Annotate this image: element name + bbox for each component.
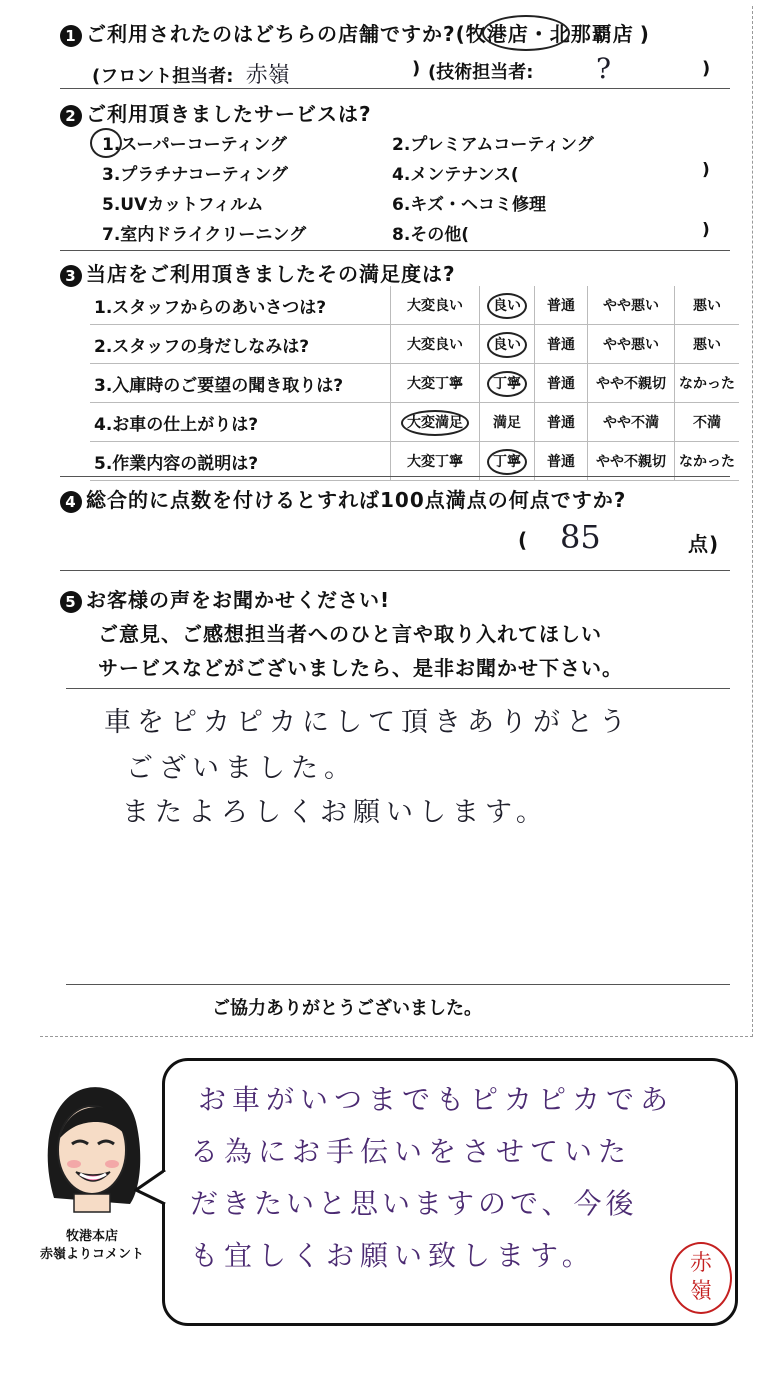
tech-staff-label: (技術担当者: (428, 62, 534, 83)
q5-text: お客様の声をお聞かせください! (86, 588, 391, 612)
divider-1 (60, 88, 730, 89)
option-text: なかった (679, 376, 735, 392)
stamp-char-2: 嶺 (689, 1279, 712, 1304)
satisfaction-option-selected (391, 403, 480, 442)
satisfaction-row (90, 403, 739, 442)
service-option-8: 8.その他( (392, 225, 470, 245)
divider-3 (60, 476, 730, 477)
service-selection-circle (90, 128, 122, 158)
satisfaction-option (675, 286, 740, 325)
option-text: 大変良い (407, 298, 463, 314)
satisfaction-row-label: 1.スタッフからのあいさつは? (90, 286, 391, 325)
satisfaction-option-selected (480, 286, 535, 325)
front-staff-field (92, 58, 290, 89)
q5-instruction-line3: サービスなどがございましたら、是非お聞かせ下さい。 (98, 656, 623, 680)
option-text: やや不親切 (596, 376, 666, 392)
service-option-8-close: ) (702, 220, 710, 240)
staff-comment-line1: お車がいつまでもピカピカであ (198, 1083, 675, 1116)
stamp-char-1: 赤 (689, 1251, 712, 1276)
option-text: 丁寧 (487, 449, 527, 475)
store-option-kitanaha: 北那覇店 (549, 22, 634, 46)
q2-service-question (60, 98, 372, 127)
satisfaction-option (480, 403, 535, 442)
satisfaction-option (391, 442, 480, 481)
customer-comment-line1: 車をピカピカにして頂きありがとう (104, 707, 632, 738)
satisfaction-option (535, 364, 588, 403)
option-text: なかった (679, 454, 735, 470)
satisfaction-table (90, 286, 739, 481)
option-text: 丁寧 (487, 371, 527, 397)
divider-4 (60, 570, 730, 571)
q3-text: 当店をご利用頂きましたその満足度は? (86, 262, 456, 286)
satisfaction-option (535, 403, 588, 442)
option-text: 普通 (547, 337, 575, 353)
store-selection-circle (482, 15, 570, 51)
q4-text: 総合的に点数を付けるとすれば100点満点の何点ですか? (86, 488, 627, 512)
satisfaction-row (90, 442, 739, 481)
answer-top-rule (66, 688, 730, 689)
customer-comment-line2: ございました。 (126, 753, 357, 784)
satisfaction-option (391, 364, 480, 403)
q4-score-question (60, 484, 626, 513)
store-separator: ・ (528, 22, 550, 46)
satisfaction-row-label: 4.お車の仕上がりは? (90, 403, 391, 442)
staff-comment-line4: も宜しくお願い致します。 (190, 1239, 596, 1272)
q3-number-badge: 3 (60, 265, 82, 287)
satisfaction-option (675, 364, 740, 403)
tech-staff-close: ) (702, 58, 711, 79)
service-option-2: 2.プレミアムコーティング (392, 135, 594, 155)
score-unit: 点) (688, 532, 720, 556)
option-text: 良い (487, 332, 527, 358)
satisfaction-row-label: 5.作業内容の説明は? (90, 442, 391, 481)
option-text: やや悪い (603, 298, 659, 314)
option-text: 悪い (693, 337, 721, 353)
customer-comment-line3: またよろしくお願いします。 (122, 797, 549, 828)
answer-bottom-rule (66, 984, 730, 985)
name-seal-stamp (670, 1242, 732, 1314)
staff-avatar (36, 1078, 148, 1218)
q1-close-paren: ) (639, 22, 650, 46)
option-text: やや悪い (603, 337, 659, 353)
satisfaction-option (588, 403, 675, 442)
front-staff-value: 赤嶺 (245, 63, 290, 88)
staff-comment-line3: だきたいと思いますので、今後 (190, 1187, 638, 1220)
q5-instruction-line2: ご意見、ご感想担当者へのひと言や取り入れてほしい (98, 622, 602, 646)
option-text: 普通 (547, 298, 575, 314)
satisfaction-option (588, 364, 675, 403)
divider-2 (60, 250, 730, 251)
option-text: やや不満 (603, 415, 659, 431)
q1-number-badge: 1 (60, 25, 82, 47)
satisfaction-option (588, 325, 675, 364)
staff-caption (24, 1228, 160, 1264)
satisfaction-option-selected (480, 325, 535, 364)
bubble-tail (134, 1168, 168, 1208)
option-text: 普通 (547, 376, 575, 392)
option-text: 大変満足 (401, 410, 469, 436)
option-text: 悪い (693, 298, 721, 314)
q1-text: ご利用されたのはどちらの店舗ですか?( (86, 22, 466, 46)
staff-store-name: 牧港本店 (65, 1229, 118, 1244)
satisfaction-row (90, 325, 739, 364)
q2-number-badge: 2 (60, 105, 82, 127)
option-text: 良い (487, 293, 527, 319)
option-text: 大変丁寧 (407, 454, 463, 470)
service-option-6: 6.キズ・ヘコミ修理 (392, 195, 546, 215)
score-open-paren: ( (518, 528, 529, 552)
service-option-3: 3.プラチナコーティング (102, 165, 288, 185)
option-text: 大変丁寧 (407, 376, 463, 392)
option-text: 普通 (547, 415, 575, 431)
option-text: 不満 (693, 415, 721, 431)
satisfaction-option (535, 325, 588, 364)
front-staff-label: (フロント担当者: (92, 66, 234, 87)
satisfaction-option (675, 403, 740, 442)
thanks-message: ご協力ありがとうございました。 (212, 998, 482, 1019)
satisfaction-option (675, 442, 740, 481)
satisfaction-row (90, 364, 739, 403)
satisfaction-option (391, 325, 480, 364)
satisfaction-option (535, 286, 588, 325)
staff-comment-label: 赤嶺よりコメント (39, 1247, 144, 1262)
satisfaction-option (391, 286, 480, 325)
service-option-4: 4.メンテナンス( (392, 165, 519, 185)
staff-comment-line2: る為にお手伝いをさせていた (190, 1135, 633, 1168)
option-text: やや不親切 (596, 454, 666, 470)
q5-number-badge: 5 (60, 591, 82, 613)
service-option-5: 5.UVカットフィルム (102, 195, 264, 215)
satisfaction-option-selected (480, 364, 535, 403)
satisfaction-row (90, 286, 739, 325)
score-value: 85 (560, 518, 601, 556)
satisfaction-option (675, 325, 740, 364)
service-option-7: 7.室内ドライクリーニング (102, 225, 307, 245)
q4-number-badge: 4 (60, 491, 82, 513)
service-option-4-close: ) (702, 160, 710, 180)
q5-voice-question (60, 584, 390, 613)
tech-staff-value: ? (596, 52, 612, 85)
option-text: 大変良い (407, 337, 463, 353)
option-text: 普通 (547, 454, 575, 470)
satisfaction-option (588, 442, 675, 481)
option-text: 満足 (493, 415, 521, 431)
q3-satisfaction-question (60, 258, 456, 287)
q2-text: ご利用頂きましたサービスは? (86, 102, 372, 126)
satisfaction-row-label: 3.入庫時のご要望の聞き取りは? (90, 364, 391, 403)
store-option-makiminato: 牧港店 (465, 22, 529, 46)
satisfaction-option (588, 286, 675, 325)
service-option-1: 1.スーパーコーティング (102, 135, 287, 155)
satisfaction-option (535, 442, 588, 481)
satisfaction-row-label: 2.スタッフの身だしなみは? (90, 325, 391, 364)
satisfaction-option-selected (480, 442, 535, 481)
front-staff-close: ) (412, 58, 421, 79)
